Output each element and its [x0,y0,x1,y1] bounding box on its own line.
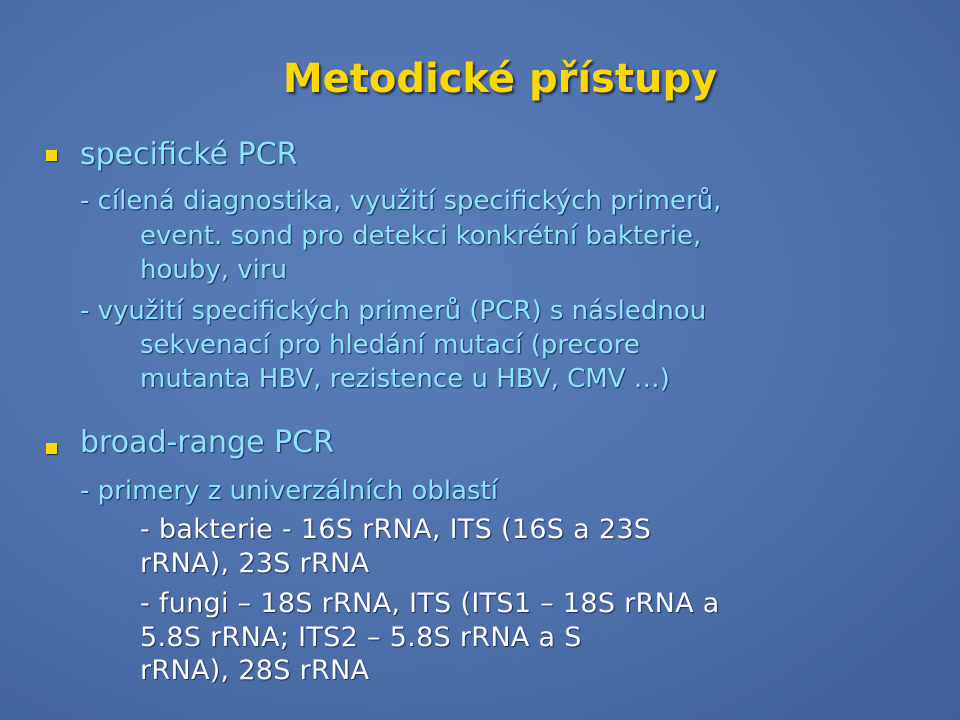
text-line: houby, viru [140,255,288,285]
text-line: - cílená diagnostika, využití specifických primerů, [80,186,722,216]
text-line: - využití specifických primerů (PCR) s následnou [80,296,707,326]
text-line: rRNA), 28S rRNA [140,655,370,686]
text-line: sekvenací pro hledání mutací (precore [140,330,640,360]
text-line: - primery z univerzálních oblastí [80,476,498,506]
slide-title: Metodické přístupy [282,56,718,102]
section-heading-broad-range-pcr: broad-range PCR [80,425,334,460]
text-line: event. sond pro detekci konkrétní bakterie, [140,221,702,251]
text-line: - bakterie - 16S rRNA, ITS (16S a 23S [140,514,652,545]
text-line: 5.8S rRNA; ITS2 – 5.8S rRNA a S [140,622,582,653]
text-line: mutanta HBV, rezistence u HBV, CMV …) [140,364,670,394]
square-bullet-icon [46,443,57,454]
section-heading-specific-pcr: specifické PCR [80,137,298,172]
text-line: rRNA), 23S rRNA [140,548,370,579]
square-bullet-icon [46,150,57,161]
text-line: - fungi – 18S rRNA, ITS (ITS1 – 18S rRNA a [140,588,720,619]
